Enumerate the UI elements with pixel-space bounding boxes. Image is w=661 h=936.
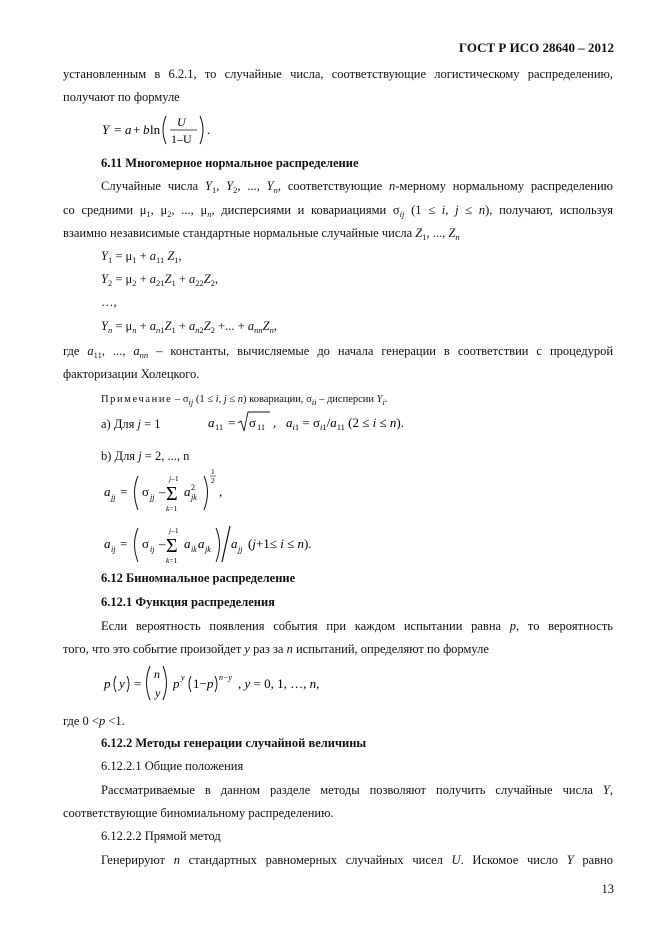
paragraph-line: где 0 <p <1. bbox=[63, 714, 125, 728]
equation-dots: …, bbox=[101, 295, 117, 309]
ajj2-symbol: a bbox=[231, 536, 238, 551]
binom-p2-exp: y bbox=[181, 673, 185, 682]
aij-symbol: a bbox=[104, 536, 111, 551]
ai1-expr: $a_{i1} = \sigma_{i1}/a_{11}$ (2 ≤ i ≤ n). bbox=[286, 415, 404, 432]
formula-aij-svg bbox=[100, 520, 320, 570]
sigma-jj: σ bbox=[142, 484, 150, 499]
paragraph-line: Если вероятность появления события при каждом испытании равна p, то вероятность bbox=[101, 619, 613, 633]
sigma-jj-index: jj bbox=[150, 493, 155, 502]
formula-binomial bbox=[100, 662, 340, 708]
ajk-symbol: a bbox=[184, 484, 191, 499]
formula-logistic bbox=[100, 112, 230, 152]
section-heading-6-11: 6.11 Многомерное нормальное распределение bbox=[101, 156, 359, 170]
aij-minus: – bbox=[159, 536, 166, 551]
equation-yn: $Y_n = \mu_n + a_{n1}Z_1 + a_{n2}Z_2$ +... + $a_{nn}Z_n$, bbox=[101, 319, 277, 335]
section-heading-6-12-2: 6.12.2 Методы генерации случайной величины bbox=[101, 736, 367, 750]
sum2-upper: j–1 bbox=[169, 526, 179, 535]
subsection-6-12-2-1: 6.12.2.1 Общие положения bbox=[101, 759, 244, 773]
division-slash bbox=[222, 526, 230, 562]
paragraph-line: Генерируют n стандартных равномерных случайных чисел U. Искомое число Y равно bbox=[101, 853, 614, 867]
binom-p2: p bbox=[173, 676, 180, 691]
ajk2-symbol: a bbox=[198, 536, 205, 551]
section-heading-6-12: 6.12 Биномиальное распределение bbox=[101, 571, 296, 585]
binom-paren-close bbox=[127, 676, 129, 692]
sum-lower: k=1 bbox=[166, 504, 178, 513]
aik-symbol: a bbox=[184, 536, 191, 551]
formula-ln: ln bbox=[150, 122, 161, 137]
binom-p: p bbox=[104, 676, 111, 691]
formula-y: Y bbox=[102, 122, 110, 137]
a11-eq: = bbox=[228, 415, 236, 430]
binom-coef-n: n bbox=[154, 667, 160, 681]
binom-coef-open bbox=[147, 666, 151, 700]
sigma-ij: σ bbox=[142, 536, 150, 551]
paragraph-line: со средними $\mu_1$, $\mu_2$, ..., $\mu_n$, дисперсиями и ковариациями $\sigma_{ij}$ (1 ≤ i, j ≤ n), получают, используя bbox=[63, 203, 614, 219]
exp-den: 2 bbox=[211, 476, 215, 485]
paragraph-line: где $a_{11}$, ..., $a_{nn}$ – константы, вычисляемые до начала генерации в соответствии с процедурой bbox=[63, 344, 614, 360]
formula-aij bbox=[100, 520, 320, 574]
binom-coef-y: y bbox=[155, 686, 161, 700]
paragraph-line: установленным в 6.2.1, то случайные числа, соответствующие логистическому распределению, bbox=[63, 67, 613, 81]
formula-a: a bbox=[125, 122, 132, 137]
ajk2-index: jk bbox=[205, 545, 211, 554]
binom-paren2-open bbox=[189, 676, 191, 692]
formula-b: b bbox=[143, 122, 150, 137]
ajk-square: 2 bbox=[191, 483, 195, 492]
formula-a11-svg bbox=[206, 410, 404, 436]
sum2-lower: k=1 bbox=[166, 556, 178, 565]
ajk-index: jk bbox=[191, 493, 197, 502]
paragraph-line: Случайные числа $Y_1$, $Y_2$, ..., $Y_n$, соответствующие n-мерному нормальному распределению bbox=[101, 179, 613, 195]
document-header: ГОСТ Р ИСО 28640 – 2012 bbox=[458, 40, 614, 55]
a11-index: 11 bbox=[215, 422, 224, 432]
aij-condition: (j+1≤ i ≤ n). bbox=[248, 536, 312, 551]
binom-y: y bbox=[119, 676, 125, 691]
formula-eq: = bbox=[114, 122, 122, 137]
paragraph-line: взаимно независимые стандартные нормальные случайные числа $Z_1$, ..., $Z_n$ bbox=[63, 226, 460, 242]
formula-a11 bbox=[206, 410, 404, 440]
formula-plus: + bbox=[133, 122, 141, 137]
paragraph-line: факторизации Холецкого. bbox=[63, 367, 200, 381]
ajj-eq: = bbox=[120, 484, 128, 499]
sum2-sign: Σ bbox=[166, 535, 178, 557]
paragraph-line: получают по формуле bbox=[63, 90, 180, 104]
formula-ajj-svg bbox=[100, 466, 250, 518]
binom-paren2-close bbox=[215, 676, 217, 692]
paragraph-line: того, что это событие произойдет y раз за n испытаний, определяют по формуле bbox=[63, 642, 489, 656]
subsection-6-12-2-2: 6.12.2.2 Прямой метод bbox=[101, 829, 221, 843]
a11-symbol: a bbox=[208, 415, 215, 430]
ajj-left-paren bbox=[135, 476, 139, 510]
equation-y2: $Y_2 = \mu_2 + a_{21}Z_1 + a_{22}Z_2$, bbox=[101, 272, 219, 288]
formula-comma: , bbox=[273, 415, 277, 430]
binom-1mp: 1−p bbox=[193, 676, 214, 691]
ajj-right-paren bbox=[204, 476, 208, 510]
binom-paren-open bbox=[114, 676, 116, 692]
formula-logistic-svg bbox=[100, 112, 230, 148]
note-line: Примечание – $\sigma_{ij}$ (1 ≤ i, j ≤ n) ковариации, $\sigma_{ii}$ – дисперсии $Y_i$. bbox=[101, 394, 388, 407]
paragraph-line: Рассматриваемые в данном разделе методы позволяют получить случайные числа Y, bbox=[101, 783, 613, 797]
ajj-comma: , bbox=[219, 484, 223, 499]
right-paren bbox=[200, 116, 203, 144]
binom-exp2: n−y bbox=[219, 673, 232, 682]
sum-sign: Σ bbox=[166, 483, 178, 505]
aik-index: ik bbox=[191, 545, 197, 554]
formula-numerator: U bbox=[177, 115, 186, 129]
aij-index: ij bbox=[111, 545, 116, 554]
section-heading-6-12-1: 6.12.1 Функция распределения bbox=[101, 595, 275, 609]
formula-denominator: 1–U bbox=[171, 132, 192, 146]
sum-upper: j–1 bbox=[169, 474, 179, 483]
ajj2-index: jj bbox=[238, 545, 243, 554]
paragraph-line: соответствующие биномиальному распределению. bbox=[63, 806, 334, 820]
aij-left-paren bbox=[135, 528, 139, 562]
formula-ajj bbox=[100, 466, 250, 522]
formula-period: . bbox=[207, 122, 211, 137]
sigma11: σ bbox=[249, 415, 257, 430]
ajj-index: jj bbox=[111, 493, 116, 502]
aij-right-paren bbox=[216, 528, 220, 562]
page-number: 13 bbox=[601, 882, 614, 896]
case-a-line: a) Для j = 1 bbox=[101, 417, 161, 431]
aij-eq: = bbox=[120, 536, 128, 551]
ajj-symbol: a bbox=[104, 484, 111, 499]
binom-eq: = bbox=[134, 676, 142, 691]
equation-y1: $Y_1 = \mu_1 + a_{11}$ $Z_1$, bbox=[101, 249, 182, 265]
binom-range: , y = 0, 1, …, n, bbox=[238, 676, 320, 691]
exp-num: 1 bbox=[211, 467, 215, 476]
sigma11-index: 11 bbox=[257, 422, 266, 432]
binom-coef-close bbox=[163, 666, 167, 700]
case-b-line: b) Для j = 2, ..., n bbox=[101, 449, 190, 463]
left-paren bbox=[163, 116, 166, 144]
formula-binomial-svg bbox=[100, 662, 340, 704]
sigma-ij-index: ij bbox=[150, 545, 155, 554]
ajj-minus: – bbox=[159, 484, 166, 499]
